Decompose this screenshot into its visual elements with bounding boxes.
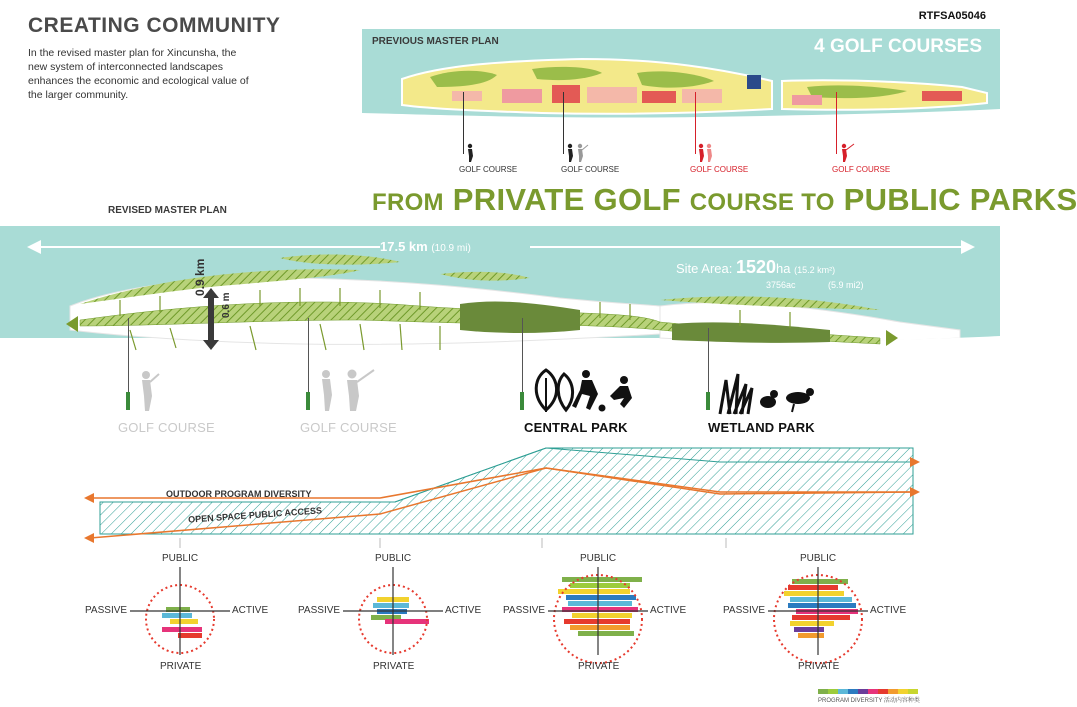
program-bar [170,619,198,624]
wetland-wildlife-icon [716,370,816,414]
headline-part-4: PUBLIC PARKS [843,182,1077,217]
program-bar [792,579,848,584]
marker-label-1: GOLF COURSE [459,165,518,174]
quadrant-label-public: PUBLIC [580,553,617,564]
program-bar [790,597,852,602]
project-code: RTFSA05046 [918,10,986,22]
program-bar [566,595,636,600]
legend-swatch [818,689,828,694]
zone-bar-3 [520,392,524,410]
quadrant-label-active: ACTIVE [650,605,687,616]
program-bar [558,589,630,594]
program-bar [570,583,630,588]
legend-swatch [858,689,868,694]
legend-swatch [828,689,838,694]
legend-swatch [868,689,878,694]
zone-label-4: WETLAND PARK [708,420,815,435]
zone-bar-4 [706,392,710,410]
site-area-km: (15.2 km²) [794,265,836,275]
quadrant-label-active: ACTIVE [445,605,482,616]
quadrant-label-public: PUBLIC [375,553,412,564]
golfer-pair-icon [696,143,718,163]
program-bar [572,613,632,618]
quadrant-label-active: ACTIVE [870,605,907,616]
headline-part-3: COURSE TO [689,189,835,216]
site-area-label: Site Area: [676,261,733,276]
site-area [676,257,835,278]
program-bar [373,603,409,608]
program-bar [788,603,856,608]
zone-label-3: CENTRAL PARK [524,420,628,435]
site-area-acres: 3756ac [766,280,796,290]
quadrant-label-active: ACTIVE [232,605,269,616]
legend-swatch [878,689,888,694]
quadrant-label-passive: PASSIVE [298,605,341,616]
marker-label-3: GOLF COURSE [690,165,749,174]
previous-plan-label: PREVIOUS MASTER PLAN [372,36,499,47]
headline-part-2: PRIVATE GOLF [452,182,681,217]
quadrant-label-private: PRIVATE [160,661,202,672]
quadrant-label-private: PRIVATE [798,661,840,672]
program-bar [564,619,630,624]
program-bar [794,627,824,632]
program-bar [790,621,834,626]
legend-swatch [838,689,848,694]
golfer-icon [463,143,477,163]
program-bar [385,619,429,624]
program-bar [578,631,634,636]
program-quadrant-chart [498,553,698,675]
quadrant-label-passive: PASSIVE [85,605,128,616]
revised-plan-map [0,226,1000,378]
quadrant-label-passive: PASSIVE [503,605,546,616]
program-bar [162,627,202,632]
quadrant-label-public: PUBLIC [162,553,199,564]
golfer-icon [134,370,160,412]
legend-swatch [908,689,918,694]
program-quadrant-chart [293,553,493,675]
width-inner: 0.6 m [221,292,232,318]
headline [372,182,1077,218]
length-arrow-right [530,246,962,248]
site-area-unit: ha [776,261,791,276]
program-bar [792,615,850,620]
headline-part-1: FROM [372,189,444,216]
width-outer: 0.9 km [193,258,207,296]
length-arrow-left [40,246,380,248]
program-bar [798,633,824,638]
zone-bar-1 [126,392,130,410]
page-title: CREATING COMMUNITY [28,14,281,37]
line-label-diversity: OUTDOOR PROGRAM DIVERSITY [166,489,312,499]
legend-swatch [888,689,898,694]
program-bar [562,577,642,582]
program-bar [162,613,192,618]
program-quadrant-chart [80,553,280,675]
length-label [380,239,471,254]
arrow-right-icon [960,239,976,255]
program-bar [570,625,630,630]
program-progression-diagram [80,446,925,552]
quadrant-label-public: PUBLIC [800,553,837,564]
program-bar [568,601,632,606]
zone-label-1: GOLF COURSE [118,420,215,435]
program-quadrant-chart [718,553,918,675]
program-bar [784,591,844,596]
golfer-pair-icon [563,143,589,163]
length-mi: (10.9 mi) [431,243,471,254]
site-area-value: 1520 [736,257,777,277]
quadrant-label-private: PRIVATE [373,661,415,672]
program-diversity-legend [818,689,918,694]
golfer-pair-icon [314,368,378,412]
revised-plan-label: REVISED MASTER PLAN [108,205,227,216]
legend-swatch [898,689,908,694]
program-bar [788,585,838,590]
zone-bar-2 [306,392,310,410]
marker-label-4: GOLF COURSE [832,165,891,174]
intro-text: In the revised master plan for Xincunsha, the new system of interconnected landscapes enhances the economic and ecological value of the larger community. [28,47,249,101]
golf-course-count: 4 GOLF COURSES [814,36,982,57]
park-activity-icon [528,368,638,414]
program-bar [178,633,202,638]
line-label-access: OPEN SPACE PUBLIC ACCESS [187,505,323,525]
arrow-left-icon [26,239,42,255]
legend-swatch [848,689,858,694]
zone-label-2: GOLF COURSE [300,420,397,435]
length-value: 17.5 km [380,239,428,254]
golfer-icon [836,143,858,163]
site-area-miles: (5.9 mi2) [828,280,864,290]
quadrant-label-passive: PASSIVE [723,605,766,616]
quadrant-label-private: PRIVATE [578,661,620,672]
legend-label: PROGRAM DIVERSITY 活动内容种类 [818,698,920,704]
marker-label-2: GOLF COURSE [561,165,620,174]
